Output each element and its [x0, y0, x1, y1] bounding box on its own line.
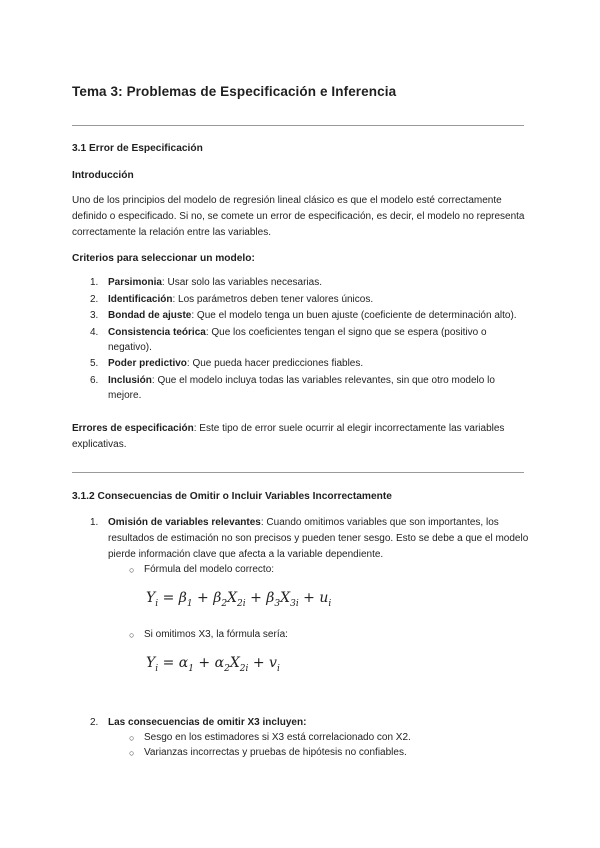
page-title: Tema 3: Problemas de Especificación e Inferencia: [72, 84, 397, 99]
list-item: ○ Fórmula del modelo correcto:: [129, 564, 275, 575]
list-item: 5. Poder predictivo: Que pueda hacer predicciones fiables.: [90, 358, 364, 370]
list-item: 2. Las consecuencias de omitir X3 incluyen:: [90, 717, 307, 728]
list-item: ○ Sesgo en los estimadores si X3 está correlacionado con X2.: [129, 732, 411, 743]
criteria-list: [72, 275, 524, 405]
divider: [72, 125, 524, 126]
list-item: 1. Parsimonia: Usar solo las variables necesarias.: [90, 277, 322, 288]
list-item: ○ Varianzas incorrectas y pruebas de hipótesis no confiables.: [129, 747, 407, 758]
list-item: 6. Inclusión: Que el modelo incluya todas las variables relevantes, sin que otro modelo lo mejore.: [90, 374, 495, 401]
divider: [72, 472, 524, 473]
errors-paragraph: Errores de especificación: Este tipo de error suele ocurrir al elegir incorrectamente las variables explicativas.: [72, 423, 505, 450]
subsection-heading: 3.1.2 Consecuencias de Omitir o Incluir Variables Incorrectamente: [72, 491, 392, 502]
list-item: 3. Bondad de ajuste: Que el modelo tenga un buen ajuste (coeficiente de determinación alto).: [90, 310, 517, 322]
section-heading: 3.1 Error de Especificación: [72, 143, 203, 154]
list-item: 1. Omisión de variables relevantes: Cuando omitimos variables que son importantes, los resultados de estimación no son precisos y pueden tener sesgo. Esto se debe a que el modelo pierde información clave que afecta a la variable dependiente.: [90, 517, 529, 560]
list-item: 4. Consistencia teórica: Que los coeficientes tengan el signo que se espera (positivo o negativo).: [90, 326, 487, 353]
list-item: ○ Si omitimos X3, la fórmula sería:: [129, 629, 288, 640]
omitted-model-formula: $Y_i = \alpha_1 + \alpha_2X_{2i} + v_i$: [146, 655, 280, 674]
list-item: 2. Identificación: Los parámetros deben tener valores únicos.: [90, 293, 374, 305]
criteria-heading: Criterios para seleccionar un modelo:: [72, 253, 255, 264]
intro-heading: Introducción: [72, 170, 134, 181]
correct-model-formula: $Y_i = \beta_1 + \beta_2X_{2i} + \beta_3X_{3i} + u_i$: [146, 590, 332, 609]
intro-paragraph: Uno de los principios del modelo de regresión lineal clásico es que el modelo esté correctamente definido o especificado. Si no, se comete un error de especificación, es decir, el modelo no representa correctamente la relación entre las variables.: [72, 195, 525, 238]
